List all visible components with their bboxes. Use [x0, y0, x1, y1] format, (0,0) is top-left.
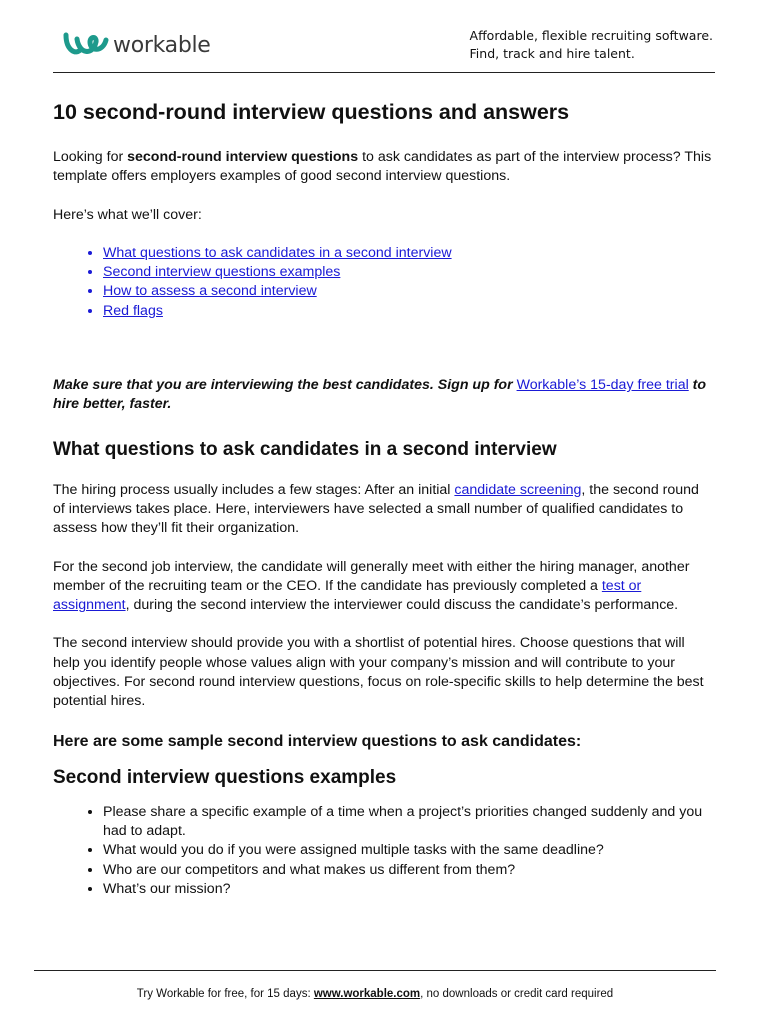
- toc-item: [103, 282, 713, 301]
- toc-link-questions-to-ask[interactable]: What questions to ask candidates in a second interview: [103, 244, 452, 261]
- intro-bold-keyword: second-round interview questions: [127, 149, 359, 165]
- list-item: • What would you do if you were assigned multiple tasks with the same deadline?: [103, 841, 713, 860]
- hiring-process-paragraph: The hiring process usually includes a few stages: After an initial candidate screening, the second round of interviews takes place. Here, interviewers have selected a small number of qualified candidates to assess how they’ll fit their organization.: [53, 481, 699, 537]
- toc-item: [103, 302, 713, 321]
- tagline-line-2: Find, track and hire talent.: [469, 46, 635, 61]
- list-item: • Please share a specific example of a time when a project’s priorities changed suddenly and you had to adapt.: [103, 803, 713, 842]
- sample-questions-list: [53, 803, 713, 899]
- candidate-screening-link[interactable]: candidate screening: [454, 481, 582, 498]
- list-item: • Who are our competitors and what makes us different from them?: [103, 861, 713, 880]
- intro-paragraph: Looking for second-round interview questions to ask candidates as part of the interview process? This template offers employers examples of good second interview questions.: [53, 149, 712, 185]
- tagline-line-1: Affordable, flexible recruiting software.: [469, 28, 713, 43]
- workable-website-link[interactable]: www.workable.com: [313, 988, 421, 1000]
- trial-call-to-action: Make sure that you are interviewing the best candidates. Sign up for Workable’s 15-day free trial to hire better, faster.: [53, 377, 707, 413]
- toc-link-red-flags[interactable]: Red flags: [103, 302, 163, 319]
- table-of-contents: [53, 244, 713, 321]
- section-heading-question-examples: Second interview questions examples: [53, 766, 397, 788]
- header-tagline: [470, 27, 713, 63]
- toc-item: [103, 263, 713, 282]
- cover-label: Here’s what we’ll cover:: [53, 206, 202, 223]
- section-heading-questions-to-ask: What questions to ask candidates in a second interview: [53, 438, 557, 460]
- second-interview-paragraph: For the second job interview, the candidate will generally meet with either the hiring manager, another member of the recruiting team or the CEO. If the candidate has previously completed a test or assignment, during the second interview the interviewer could discuss the candidate’s performance.: [53, 558, 690, 614]
- list-item: • What’s our mission?: [103, 880, 713, 899]
- toc-list: [53, 244, 713, 321]
- brand-name: workable: [113, 32, 211, 58]
- sample-questions-heading: Here are some sample second interview questions to ask candidates:: [53, 732, 582, 750]
- page-footer: Try Workable for free, for 15 days: www.workable.com, no downloads or credit card required: [34, 970, 716, 1000]
- toc-link-question-examples[interactable]: Second interview questions examples: [103, 264, 341, 281]
- document-body: [53, 98, 713, 899]
- page-header: [53, 24, 715, 73]
- workable-logo[interactable]: [63, 30, 211, 60]
- free-trial-link[interactable]: Workable’s 15-day free trial: [516, 377, 689, 394]
- test-assignment-link[interactable]: test or assignment: [53, 577, 642, 614]
- toc-item: [103, 244, 713, 263]
- page-title: 10 second-round interview questions and answers: [53, 100, 570, 124]
- toc-link-how-to-assess[interactable]: How to assess a second interview: [103, 283, 317, 300]
- workable-logo-icon: [63, 30, 109, 60]
- shortlist-paragraph: The second interview should provide you with a shortlist of potential hires. Choose questions that will help you identify people whose values align with your company’s mission and will contribute to your objectives. For second round interview questions, focus on role-specific skills to help determine the best potential hires.: [53, 635, 704, 710]
